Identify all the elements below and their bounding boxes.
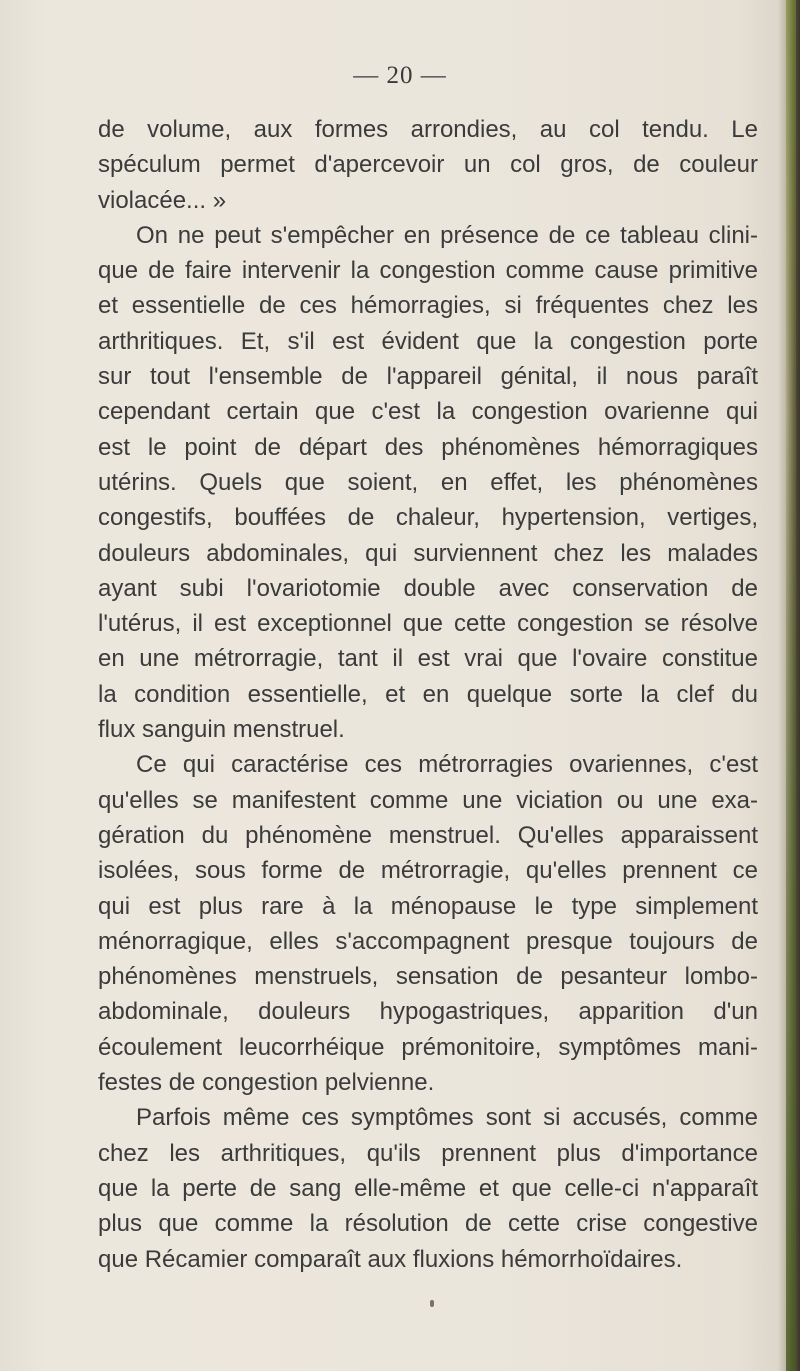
- text-line: écoulement leucorrhéique prémonitoire, symptômes mani-: [98, 1033, 758, 1061]
- text-line: est le point de départ des phénomènes hémorragiques: [98, 433, 758, 461]
- page-number: — 20 —: [353, 62, 447, 89]
- text-line: la condition essentielle, et en quelque sorte la clef du: [98, 680, 758, 708]
- page-edge-stain: [786, 0, 796, 1371]
- text-line: que Récamier comparaît aux fluxions hémorrhoïdaires.: [98, 1245, 683, 1273]
- text-line: Parfois même ces symptômes sont si accusés, comme: [136, 1104, 758, 1132]
- text-line: flux sanguin menstruel.: [98, 716, 345, 744]
- paragraph: [98, 747, 758, 1100]
- text-line: spéculum permet d'apercevoir un col gros, de couleur: [98, 151, 758, 179]
- text-line: violacée... »: [98, 186, 227, 214]
- text-line: cependant certain que c'est la congestion ovarienne qui: [98, 398, 758, 426]
- text-line: et essentielle de ces hémorragies, si fréquentes chez les: [98, 292, 758, 320]
- paragraph: [98, 218, 758, 747]
- text-line: arthritiques. Et, s'il est évident que la congestion porte: [98, 327, 758, 355]
- text-line: plus que comme la résolution de cette crise congestive: [98, 1210, 758, 1238]
- text-line: phénomènes menstruels, sensation de pesanteur lombo-: [98, 963, 758, 991]
- text-line: que la perte de sang elle-même et que celle-ci n'apparaît: [98, 1174, 758, 1202]
- text-line: gération du phénomène menstruel. Qu'elles apparaissent: [98, 821, 758, 849]
- text-line: qui est plus rare à la ménopause le type simplement: [98, 892, 758, 920]
- text-line: de volume, aux formes arrondies, au col tendu. Le: [98, 116, 758, 143]
- text-line: ayant subi l'ovariotomie double avec conservation de: [98, 574, 758, 602]
- text-line: qu'elles se manifestent comme une viciation ou une exa-: [98, 786, 758, 814]
- paragraph: [98, 112, 758, 218]
- text-line: isolées, sous forme de métrorragie, qu'elles prennent ce: [98, 857, 758, 885]
- text-line: festes de congestion pelvienne.: [98, 1069, 435, 1097]
- text-line: sur tout l'ensemble de l'appareil génital, il nous paraît: [98, 363, 758, 391]
- text-line: On ne peut s'empêcher en présence de ce tableau clini-: [136, 221, 758, 249]
- text-line: chez les arthritiques, qu'ils prennent plus d'importance: [98, 1139, 758, 1167]
- text-line: l'utérus, il est exceptionnel que cette congestion se résolve: [98, 610, 758, 638]
- text-line: ménorragique, elles s'accompagnent presque toujours de: [98, 927, 758, 955]
- text-line: en une métrorragie, tant il est vrai que l'ovaire constitue: [98, 645, 758, 673]
- text-line: congestifs, bouffées de chaleur, hypertension, vertiges,: [98, 504, 758, 532]
- body-text: [98, 112, 758, 1277]
- text-line: utérins. Quels que soient, en effet, les phénomènes: [98, 468, 758, 496]
- paragraph: [98, 1100, 758, 1276]
- paper-speck: [430, 1300, 434, 1307]
- text-line: douleurs abdominales, qui surviennent chez les malades: [98, 539, 758, 567]
- text-line: que de faire intervenir la congestion comme cause primitive: [98, 257, 758, 285]
- text-line: Ce qui caractérise ces métrorragies ovariennes, c'est: [136, 751, 758, 779]
- text-line: abdominale, douleurs hypogastriques, apparition d'un: [98, 998, 758, 1026]
